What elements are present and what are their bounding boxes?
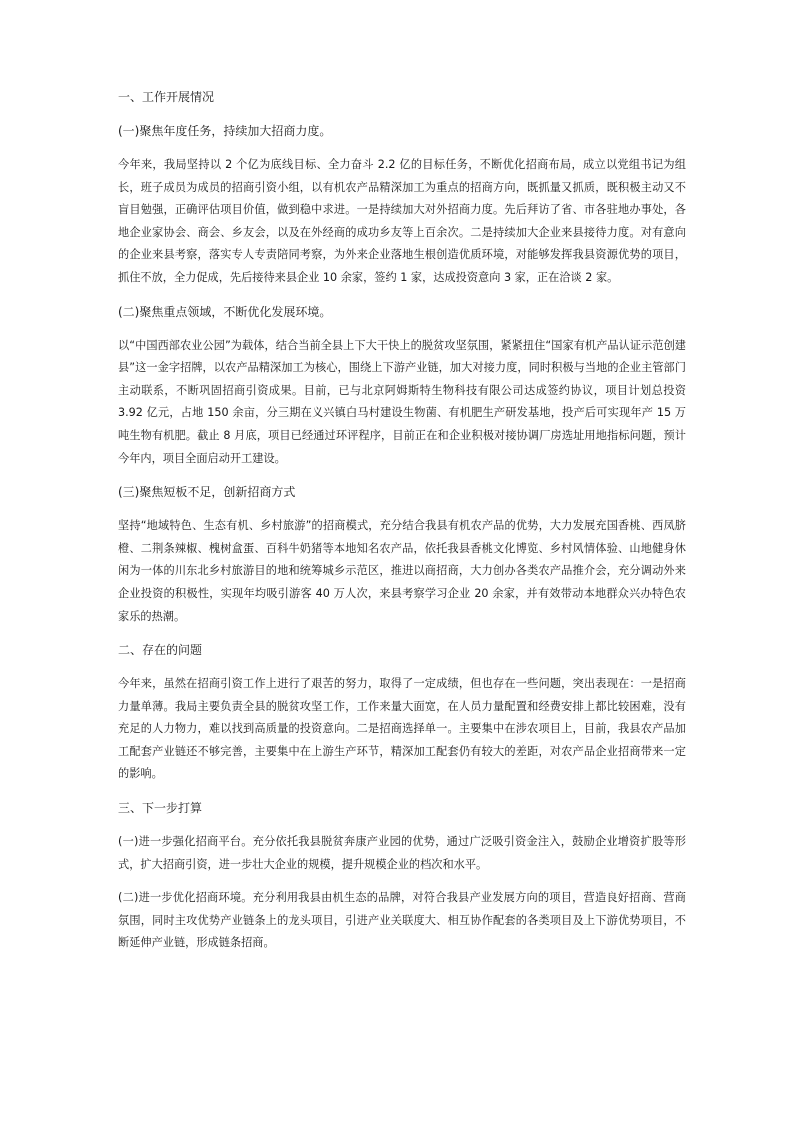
section-heading-problems: 二、存在的问题 bbox=[118, 643, 203, 658]
paragraph-next-environment: (二)进一步优化招商环境。充分利用我县由机生态的品牌，对符合我县产业发展方向的项目，营造良好招商、营商氛围，同时主攻优势产业链条上的龙头项目，引进产业关联度大、相互协作配套的各类项目及上下游优势项目，不断延伸产业链，形成链条招商。 bbox=[118, 891, 686, 950]
document-page bbox=[118, 86, 686, 955]
paragraph-annual-tasks: 今年来，我局坚持以 2 个亿为底线目标、全力奋斗 2.2 亿的目标任务，不断优化招商布局，成立以党组书记为组长，班子成员为成员的招商引资小组，以有机农产品精深加工为重点的招商方向，既抓量又抓质，既积极主动又不盲目勉强，正确评估项目价值，做到稳中求进。一是持续加大对外招商力度。先后拜访了省、市各驻地办事处，各地企业家协会、商会、乡友会，以及在外经商的成功乡友等上百余次。二是持续加大企业来县接待力度。对有意向的企业来县考察，落实专人专责陪同考察，为外来企业落地生根创造优质环境，对能够发挥我县资源优势的项目，抓住不放，全力促成，先后接待来县企业 10 余家，签约 1 家，达成投资意向 3 家，正在洽谈 2 家。 bbox=[118, 158, 686, 284]
section-heading-work: 一、工作开展情况 bbox=[118, 90, 215, 104]
subheading-shortcomings: (三)聚焦短板不足，创新招商方式 bbox=[118, 485, 296, 500]
subheading-annual-tasks: (一)聚焦年度任务，持续加大招商力度。 bbox=[118, 124, 332, 138]
subheading-key-areas: (二)聚焦重点领域，不断优化发展环境。 bbox=[118, 304, 332, 319]
paragraph-shortcomings: 坚持“地域特色、生态有机、乡村旅游”的招商模式，充分结合我县有机农产品的优势，大力发展充国香桃、西凤脐橙、二荆条辣椒、槐树盒蛋、百科牛奶猪等本地知名农产品，依托我县香桃文化博览、乡村风情体验、山地健身休闲为一体的川东北乡村旅游目的地和统筹城乡示范区，推进以商招商，大力创办各类农产品推介会，充分调动外来企业投资的积极性，实现年均吸引游客 40 万人次，来县考察学习企业 20 余家，并有效带动本地群众兴办特色农家乐的热潮。 bbox=[118, 519, 686, 623]
paragraph-key-areas: 以“中国西部农业公园”为载体，结合当前全县上下大干快上的脱贫攻坚氛围，紧紧扭住“国家有机产品认证示范创建县”这一金字招牌，以农产品精深加工为核心，围绕上下游产业链，加大对接力度，同时积极与当地的企业主管部门主动联系，不断巩固招商引资成果。目前，已与北京阿姆斯特生物科技有限公司达成签约协议，项目计划总投资 3.92 亿元，占地 150 余亩，分三期在义兴镇白马村建设生物菌、有机肥生产研发基地，投产后可实现年产 15 万吨生物有机肥。截止 8 月底，项目已经通过环评程序，目前正在和企业积极对接协调厂房选址用地指标问题，预计今年内，项目全面启动开工建设。 bbox=[118, 338, 686, 465]
paragraph-problems: 今年来，虽然在招商引资工作上进行了艰苦的努力，取得了一定成绩，但也存在一些问题，突出表现在：一是招商力量单薄。我局主要负责全县的脱贫攻坚工作，工作来量大面宽，在人员力量配置和经费安排上都比较困难，没有充足的人力物力，难以找到高质量的投资意向。二是招商选择单一。主要集中在涉农项目上，目前，我县农产品加工配套产业链还不够完善，主要集中在上游生产环节，精深加工配套仍有较大的差距，对农产品企业招商带来一定的影响。 bbox=[118, 677, 686, 781]
paragraph-next-platform: (一)进一步强化招商平台。充分依托我县脱贫奔康产业园的优势，通过广泛吸引资金注入，鼓励企业增资扩股等形式，扩大招商引资，进一步壮大企业的规模，提升规模企业的档次和水平。 bbox=[118, 835, 686, 871]
section-heading-next-steps: 三、下一步打算 bbox=[118, 801, 203, 816]
